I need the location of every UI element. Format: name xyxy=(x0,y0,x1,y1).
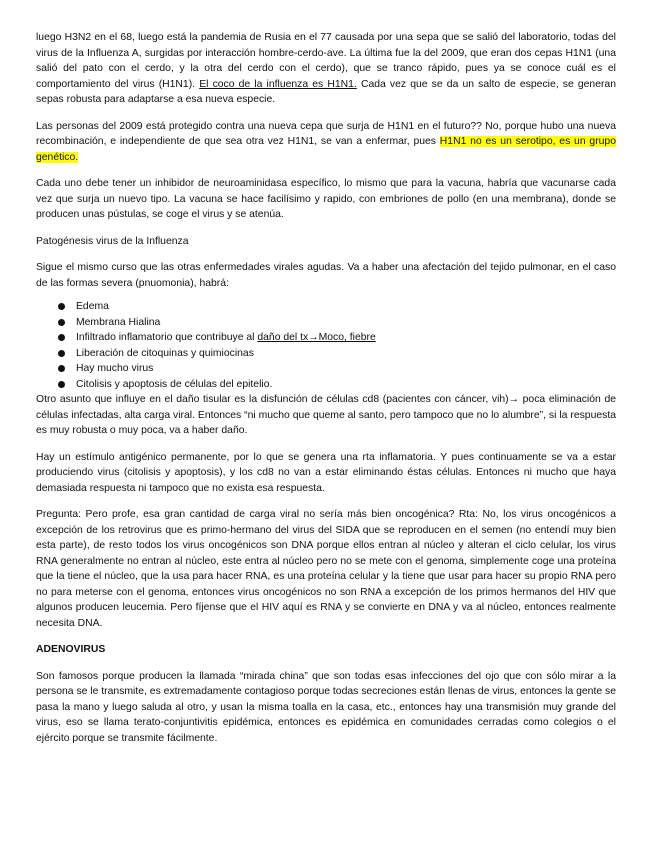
list-item: Infiltrado inflamatorio que contribuye al daño del tx→Moco, fiebre xyxy=(36,330,616,346)
bullet-icon xyxy=(58,365,65,372)
paragraph-text: Las personas del 2009 está protegido contra una nueva cepa que surja de H1N1 en el futuro?? No, porque hubo una nueva recombinación, e independiente de que sea otra vez H1N1, se van a enfermar, pues xyxy=(36,120,616,147)
list-item: Citolisis y apoptosis de células del epitelio. xyxy=(36,377,616,393)
paragraph-text: luego H3N2 en el 68, luego está la pandemia de Rusia en el 77 causada por una sepa que se salió del laboratorio, todas del virus de la Influenza A, surgidas por interacción hombre-cerdo-ave. La última fue la del 2009, que eran dos cepas H1N1 (una salió del pato con el cerdo, y la otra del cerdo con el cerdo), que se tranco rápido, pues ya se conoce cuál es el comportamiento del virus (H1N1). xyxy=(36,32,616,90)
underlined-text: daño del tx→Moco, fiebre xyxy=(257,332,376,343)
bullet-icon xyxy=(58,381,65,388)
document-page xyxy=(36,30,616,757)
list-item: Liberación de citoquinas y quimiocinas xyxy=(36,346,616,362)
paragraph-question-oncogenic: Pregunta: Pero profe, esa gran cantidad de carga viral no sería más bien oncogénica? Rta: No, los virus oncogénicos a excepción de los retrovirus que es primo-hermano del virus del SIDA que se reproducen en el semen (no entendí muy bien esta parte), de resto todos los virus oncogénicos son DNA porque ellos entran al núcleo y alteran el ciclo celular, los virus RNA generalmente no entran al núcleo, este entra al núcleo pero no se mete con el genoma, simplemente coge una proteína que la tiene el núcleo, que la usa para hacer RNA, es una proteína celular y la tiene que usar para hacer su propio RNA pero no para meterse con el genoma, entonces virus oncogénicos no son RNA a excepción de los primos hermanos del HIV que algunos producen leucemia. Pero fíjense que el HIV aquí es RNA y se convierte en DNA y va al núcleo, entonces realmente necesita DNA. xyxy=(36,509,616,629)
bullet-icon xyxy=(58,303,65,310)
underlined-text: El coco de la influenza es H1N1. xyxy=(199,78,357,90)
list-item: Edema xyxy=(36,299,616,315)
bullet-icon xyxy=(58,319,65,326)
paragraph-2009-protection xyxy=(36,119,616,166)
paragraph-antigenic-stimulus: Hay un estímulo antigénico permanente, por lo que se genera una rta inflamatoria. Y pues continuamente se va a estar produciendo virus (citolisis y apoptosis), y los cd8 no van a estar eliminando éstas células. Entonces ni mucho que haya demasiada respuesta ni tampoco que no exista esa respuesta. xyxy=(36,451,616,494)
highlighted-text: H1N1 no es un serotipo, es un grupo genético. xyxy=(36,136,616,163)
bullet-list xyxy=(36,299,616,392)
paragraph-vaccine: Cada uno debe tener un inhibidor de neuroaminidasa específico, lo mismo que para la vacuna, habría que vacunarse cada vez que surja un nuevo tipo. La vacuna se hace facilísimo y rapido, con embriones de pollo (en una membrana), donde se producen unas pústulas, se coge el virus y se atenúa. xyxy=(36,178,616,220)
list-item: Hay mucho virus xyxy=(36,361,616,377)
bullet-icon xyxy=(58,350,65,357)
list-item: Membrana Hialina xyxy=(36,315,616,331)
paragraph-adenovirus: Son famosos porque producen la llamada “mirada china” que son todas esas infecciones del ojo que con sólo mirar a la persona se le transmite, es extremadamente contagioso porque todas secreciones están llenas de virus, entonces la gente se pasa la mano y luego saluda al otro, y usan la misma toalla en la casa, etc., entonces hay una transmisión muy grande del virus, eso se llama terato-conjuntivitis epidémica, entonces es epidémica en comunidades cerradas como colegios o el ejército porque se transmite fácilmente. xyxy=(36,670,616,744)
paragraph-influenza-history xyxy=(36,30,616,108)
paragraph-patogenesis-intro: Sigue el mismo curso que las otras enfermedades virales agudas. Va a haber una afectación del tejido pulmonar, en el caso de las formas severa (pnuomonia), habrá: xyxy=(36,262,616,289)
section-heading-patogenesis: Patogénesis virus de la Influenza xyxy=(36,235,189,247)
paragraph-text: Cada vez que se da un salto de especie, se generan sepas robusta para adaptarse a esa nueva especie. xyxy=(36,78,616,105)
section-heading-adenovirus: ADENOVIRUS xyxy=(36,644,106,655)
bullet-icon xyxy=(58,334,65,341)
paragraph-cd8: Otro asunto que influye en el daño tisular es la disfunción de células cd8 (pacientes con cáncer, vih)→ poca eliminación de células infectadas, alta carga viral. Entonces “ni mucho que queme al santo, pero tampoco que no lo alumbre”, si la respuesta es muy robusta o muy poca, va a haber daño. xyxy=(36,394,616,436)
